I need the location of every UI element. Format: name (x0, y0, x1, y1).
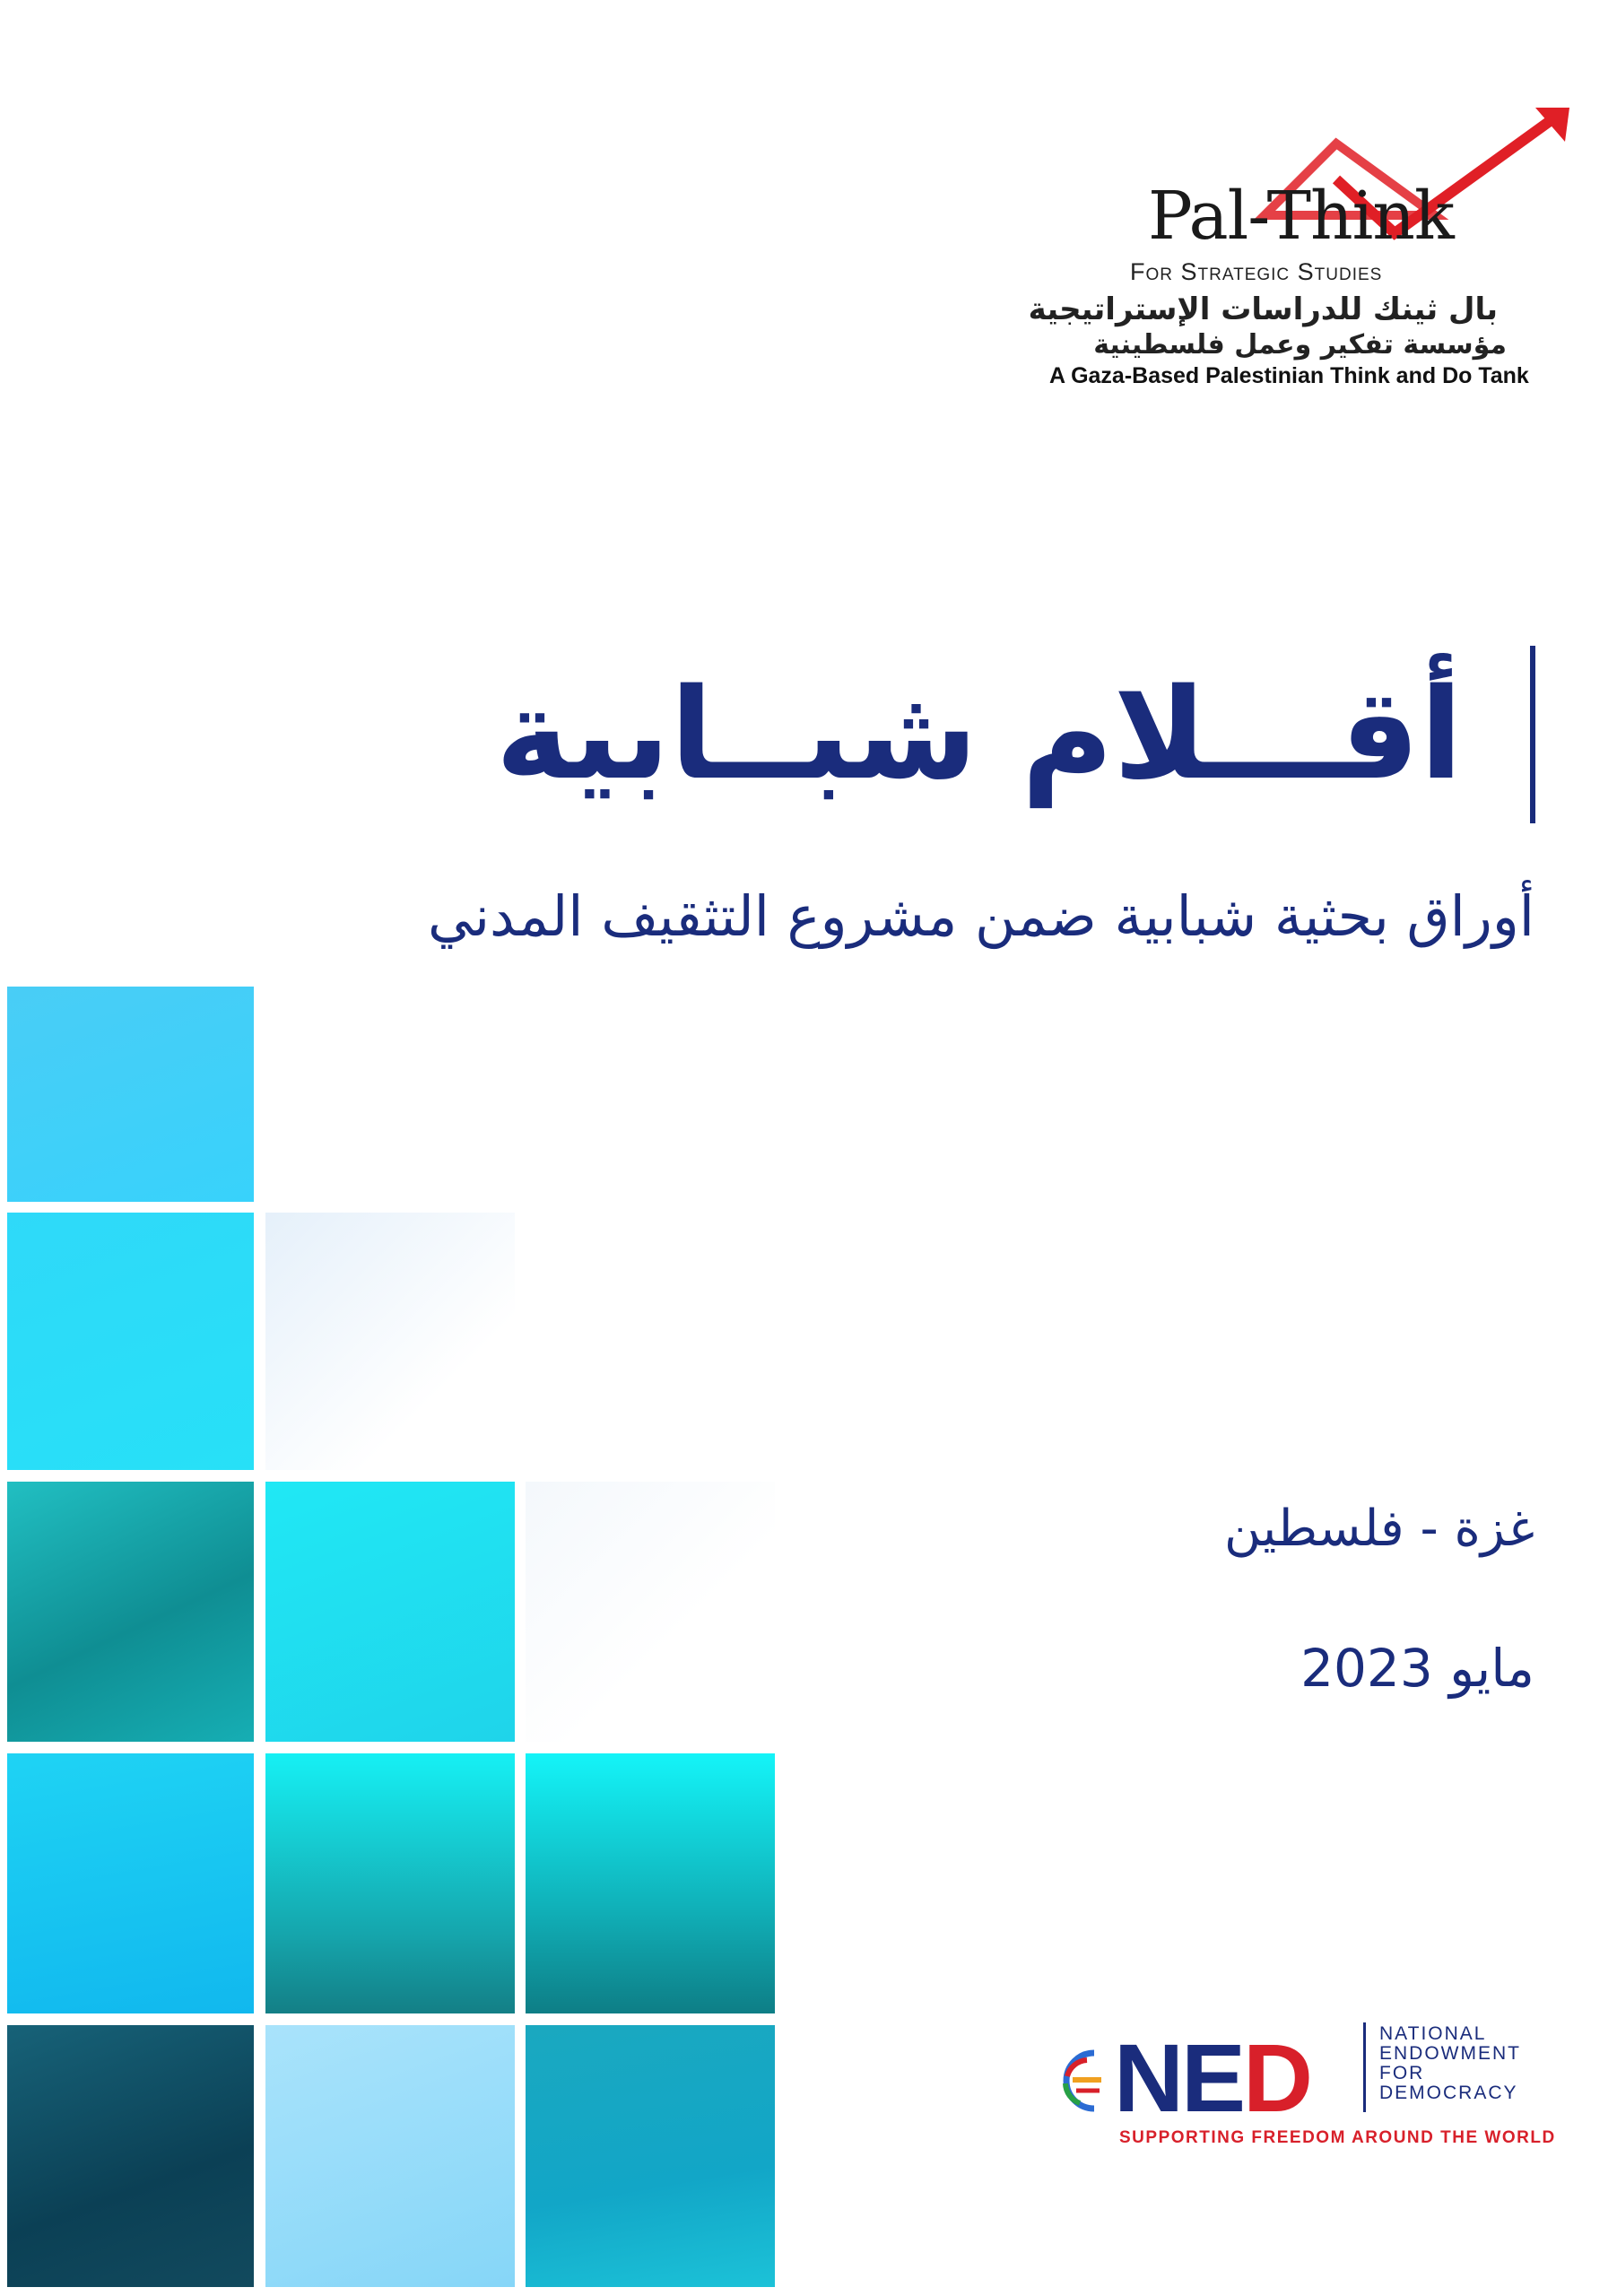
logo-english-tagline: A Gaza-Based Palestinian Think and Do Tank (1049, 363, 1529, 388)
ned-divider (1363, 2022, 1366, 2112)
tile (526, 2025, 775, 2287)
title-accent-bar (1530, 646, 1535, 823)
cover-date: مايو 2023 (1300, 1638, 1534, 1699)
tile (265, 1213, 515, 1470)
tile (7, 1482, 254, 1742)
pal-think-logo (1028, 108, 1569, 395)
ned-tagline: SUPPORTING FREEDOM AROUND THE WORLD (1119, 2128, 1556, 2147)
logo-arabic-name: بال ثينك للدراسات الإستراتيجية (1028, 291, 1498, 327)
tile (526, 1482, 775, 1742)
tile (7, 987, 254, 1202)
cover-subtitle: أوراق بحثية شبابية ضمن مشروع التثقيف المدني (428, 883, 1534, 949)
cover-title: أقـــلام شبــابية (495, 662, 1463, 808)
ned-wordmark-d: D (1243, 2023, 1311, 2132)
ned-name-line: NATIONAL (1379, 2023, 1487, 2044)
tile (265, 2025, 515, 2287)
ned-name-line: FOR (1379, 2063, 1425, 2083)
ned-globe-icon (1058, 2049, 1108, 2112)
ned-wordmark-ne: NE (1114, 2023, 1244, 2132)
tile (7, 1213, 254, 1470)
logo-name: Pal-Think (1148, 178, 1454, 255)
tile (526, 1753, 775, 2013)
ned-logo (1058, 2022, 1556, 2157)
logo-arabic-tagline: مؤسسة تفكير وعمل فلسطينية (1093, 329, 1507, 361)
cover-location: غزة - فلسطين (1223, 1500, 1534, 1558)
tile (7, 2025, 254, 2287)
ned-name-line: DEMOCRACY (1379, 2083, 1518, 2103)
tile (265, 1482, 515, 1742)
ned-full-name (1379, 2024, 1521, 2103)
tile (7, 1753, 254, 2013)
ned-wordmark (1114, 2023, 1311, 2132)
ned-name-line: ENDOWMENT (1379, 2043, 1521, 2064)
tile (265, 1753, 515, 2013)
logo-subtitle: For Strategic Studies (1130, 258, 1383, 285)
